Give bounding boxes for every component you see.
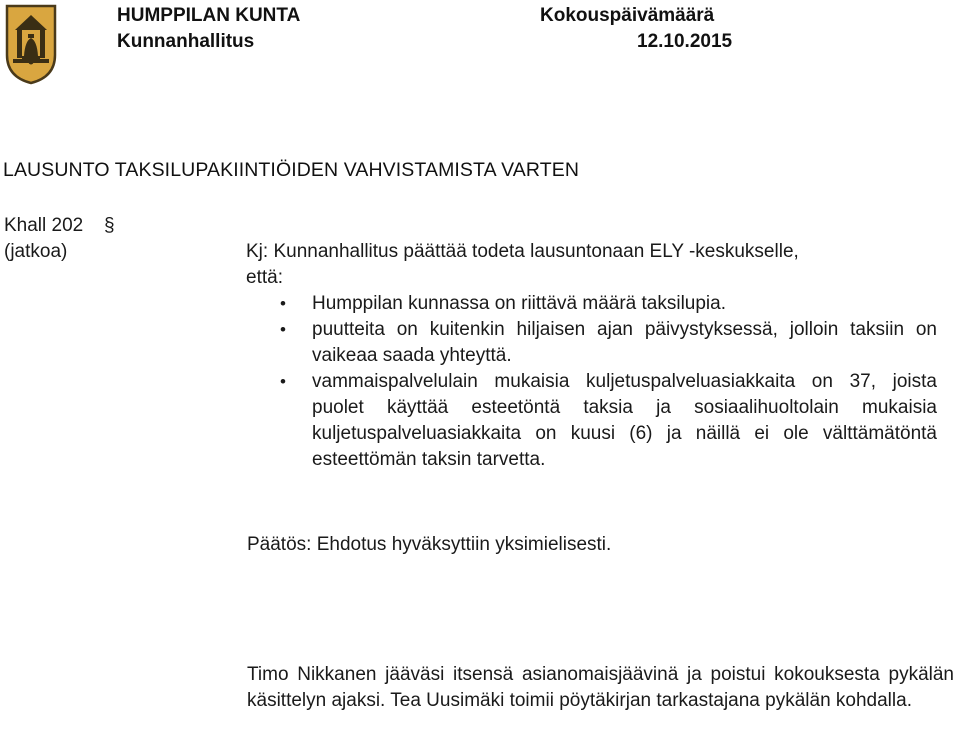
section-symbol: § xyxy=(104,215,115,236)
bullet-marker: • xyxy=(280,294,286,313)
decision-text: Päätös: Ehdotus hyväksyttiin yksimielisesti. xyxy=(247,534,612,555)
body-name: Kunnanhallitus xyxy=(117,31,255,52)
proposal-bullet-list xyxy=(247,291,937,473)
continued-label: (jatkoa) xyxy=(4,241,68,262)
meeting-date-label: Kokouspäivämäärä xyxy=(540,5,715,26)
proposal-that: että: xyxy=(246,267,283,288)
disqualification-note: Timo Nikkanen jääväsi itsensä asianomaisjäävinä ja poistui kokouksesta pykälän käsittelyn ajaksi. Tea Uusimäki toimii pöytäkirjan tarkastajana pykälän kohdalla. xyxy=(247,664,954,711)
document-title: LAUSUNTO TAKSILUPAKIINTIÖIDEN VAHVISTAMISTA VARTEN xyxy=(3,159,580,181)
bullet-marker: • xyxy=(280,372,286,391)
meeting-date: 12.10.2015 xyxy=(637,31,733,52)
bullet-item xyxy=(247,369,937,473)
bullet-text: Humppilan kunnassa on riittävä määrä taksilupia. xyxy=(312,293,726,314)
section-id: Khall 202 xyxy=(4,215,84,236)
bullet-text: vammaispalvelulain mukaisia kuljetuspalveluasiakkaita on 37, joista puolet käyttää esteetöntä taksia ja sosiaalihuoltolain mukaisia kuljetuspalveluasiakkaita on kuusi (6) ja näillä ei ole välttämätöntä esteettömän taksin tarvetta. xyxy=(312,371,937,470)
bullet-item xyxy=(247,317,937,369)
bullet-item xyxy=(247,291,937,317)
proposal-intro: Kj: Kunnanhallitus päättää todeta lausuntonaan ELY -keskukselle, xyxy=(246,241,799,262)
bullet-marker: • xyxy=(280,320,286,339)
bell-crest-icon xyxy=(4,3,58,85)
bullet-text: puutteita on kuitenkin hiljaisen ajan päivystyksessä, jolloin taksiin on vaikeaa saada yhteyttä. xyxy=(312,319,937,366)
municipality-name: HUMPPILAN KUNTA xyxy=(117,5,301,26)
